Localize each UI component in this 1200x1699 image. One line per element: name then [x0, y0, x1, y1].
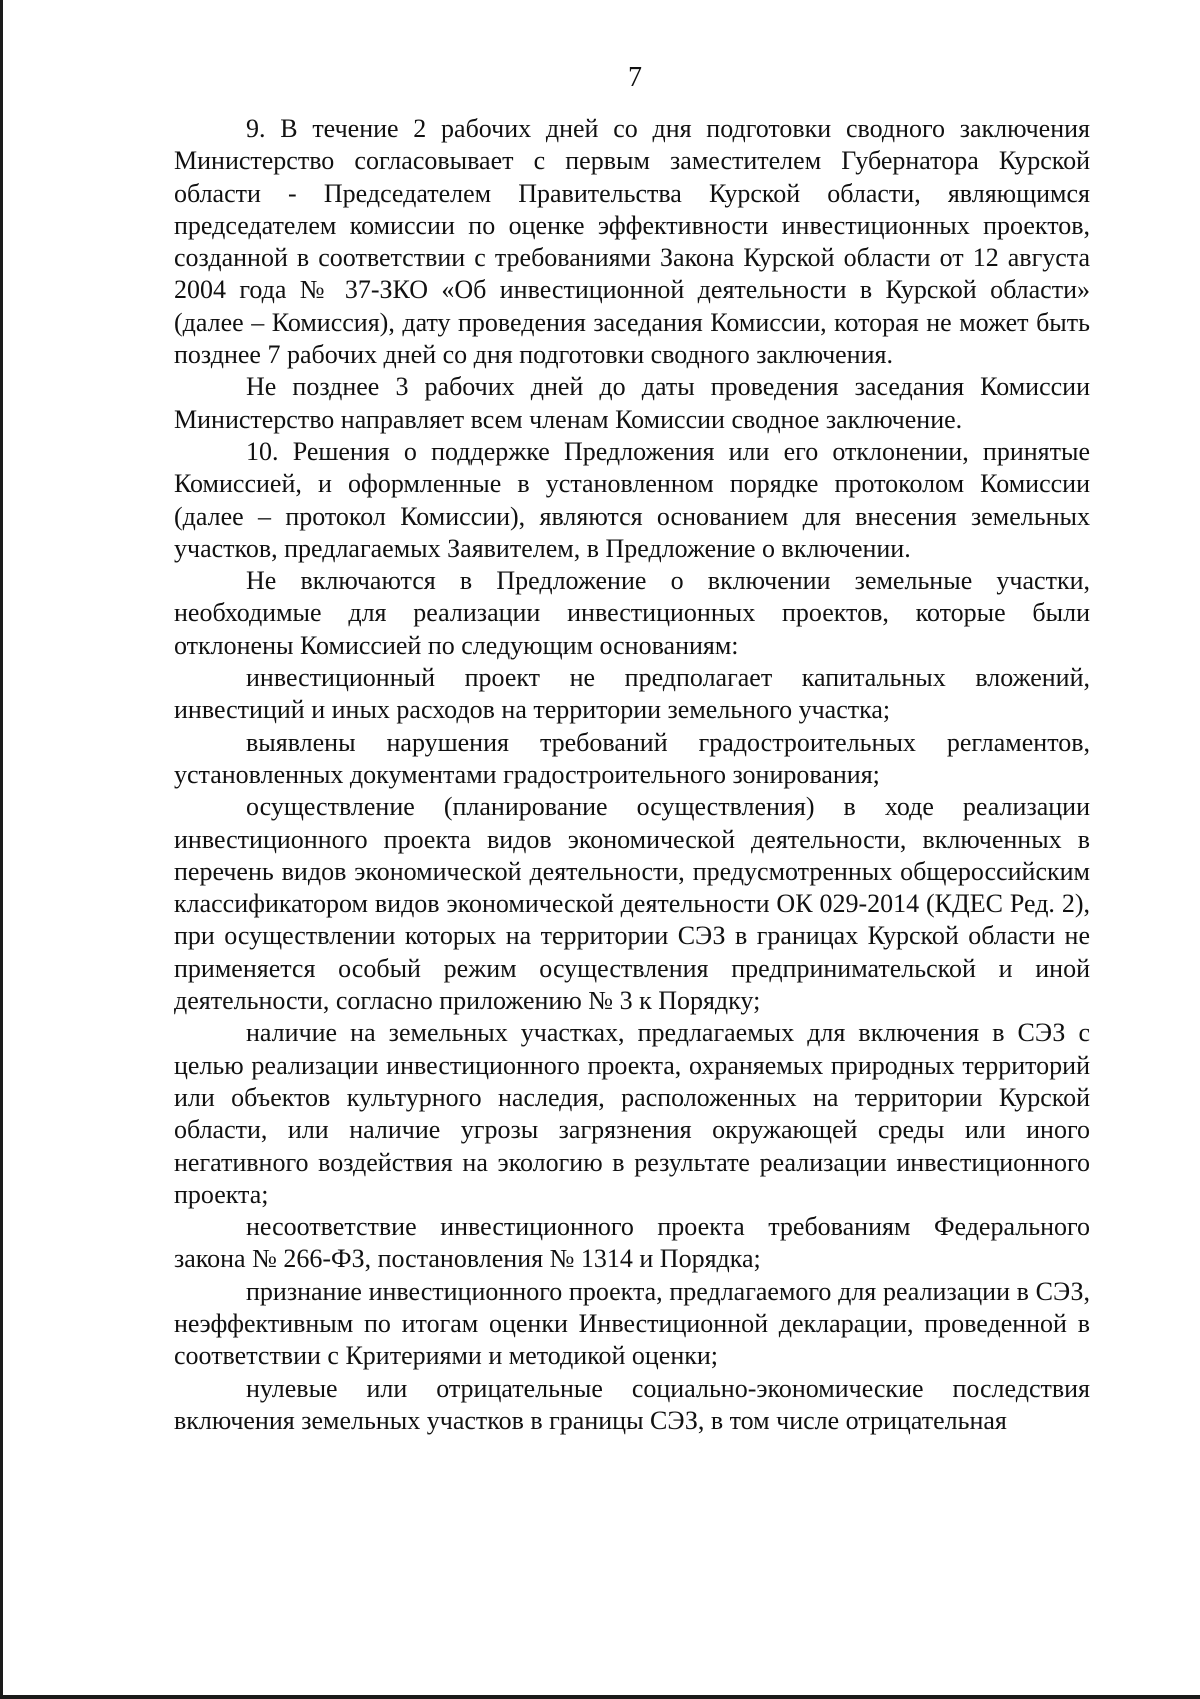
list-item: инвестиционный проект не предполагает капитальных вложений, инвестиций и иных расходов на территории земельного участка;: [174, 663, 1090, 725]
scan-edge-bottom: [0, 1695, 1200, 1699]
list-item: осуществление (планирование осуществления) в ходе реализации инвестиционного проекта видов экономической деятельности, включенных в перечень видов экономической деятельности, предусмотренных общероссийским классификатором видов экономической деятельности ОК 029-2014 (КДЕС Ред. 2), при осуществлении которых на территории СЭЗ в границах Курской области не применяется особый режим осуществления предпринимательской и иной деятельности, согласно приложению № 3 к Порядку;: [174, 792, 1090, 1016]
scan-edge-left: [0, 0, 3, 1699]
list-item: выявлены нарушения требований градостроительных регламентов, установленных документами градостроительного зонирования;: [174, 727, 1090, 789]
paragraph-10: 10. Решения о поддержке Предложения или его отклонении, принятые Комиссией, и оформленные в установленном порядке протоколом Комиссии (далее – протокол Комиссии), являются основанием для внесения земельных участков, предлагаемых Заявителем, в Предложение о включении.: [174, 436, 1090, 563]
page-number: 7: [628, 62, 642, 93]
paragraph: Не включаются в Предложение о включении земельные участки, необходимые для реализации инвестиционных проектов, которые были отклонены Комиссией по следующим основаниям:: [174, 566, 1090, 660]
list-item: наличие на земельных участках, предлагаемых для включения в СЭЗ с целью реализации инвестиционного проекта, охраняемых природных территорий или объектов культурного наследия, расположенных на территории Курской области, или наличие угрозы загрязнения окружающей среды или иного негативного воздействия на экологию в результате реализации инвестиционного проекта;: [174, 1018, 1090, 1209]
list-item: признание инвестиционного проекта, предлагаемого для реализации в СЭЗ, неэффективным по итогам оценки Инвестиционной декларации, проведенной в соответствии с Критериями и методикой оценки;: [174, 1276, 1090, 1371]
list-item: несоответствие инвестиционного проекта требованиям Федерального закона № 266-ФЗ, постановления № 1314 и Порядка;: [174, 1212, 1090, 1274]
paragraph: Не позднее 3 рабочих дней до даты проведения заседания Комиссии Министерство направляет всем членам Комиссии сводное заключение.: [174, 372, 1090, 434]
document-body: [174, 113, 1090, 1437]
paragraph-9: 9. В течение 2 рабочих дней со дня подготовки сводного заключения Министерство согласовывает с первым заместителем Губернатора Курской области - Председателем Правительства Курской области, являющимся председателем комиссии по оценке эффективности инвестиционных проектов, созданной в соответствии с требованиями Закона Курской области от 12 августа 2004 года № 37-ЗКО «Об инвестиционной деятельности в Курской области» (далее – Комиссия), дату проведения заседания Комиссии, которая не может быть позднее 7 рабочих дней со дня подготовки сводного заключения.: [174, 114, 1090, 370]
list-item: нулевые или отрицательные социально-экономические последствия включения земельных участков в границы СЭЗ, в том числе отрицательная: [174, 1373, 1090, 1435]
